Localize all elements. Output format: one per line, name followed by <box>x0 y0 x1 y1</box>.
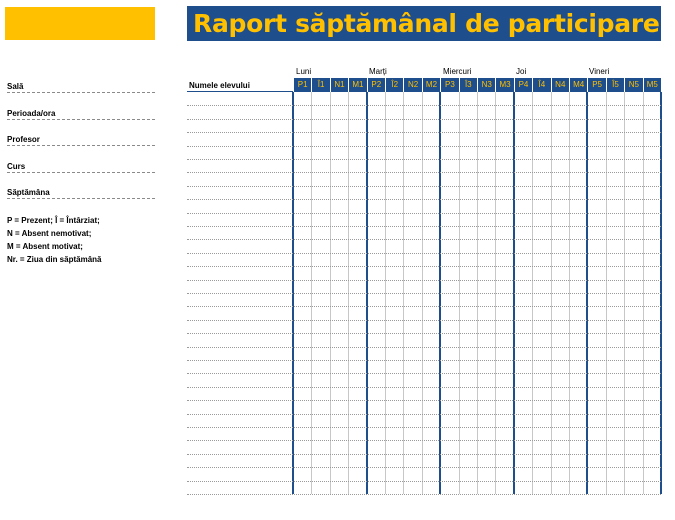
table-row[interactable] <box>187 387 661 388</box>
day-label-vineri: Vineri <box>589 67 610 76</box>
code-header-cell: N3 <box>477 78 495 92</box>
table-row[interactable] <box>187 253 661 254</box>
table-row[interactable] <box>187 105 661 106</box>
code-header-cell: N2 <box>403 78 421 92</box>
title-bar <box>187 6 661 41</box>
legend-line: M = Absent motivat; <box>7 242 83 251</box>
code-header-cell: Î4 <box>532 78 550 92</box>
table-row[interactable] <box>187 320 661 321</box>
student-name-header: Numele elevului <box>189 81 250 90</box>
table-row[interactable] <box>187 481 661 482</box>
code-header-cell: P2 <box>367 78 385 92</box>
legend <box>7 214 101 266</box>
code-header-cell: M2 <box>422 78 440 92</box>
table-row[interactable] <box>187 132 661 133</box>
field-perioada[interactable]: Perioada/ora <box>7 109 155 120</box>
code-header-cell: Î2 <box>385 78 403 92</box>
code-header-cell: P4 <box>514 78 532 92</box>
code-header-cell: M5 <box>643 78 661 92</box>
table-row[interactable] <box>187 266 661 267</box>
table-row[interactable] <box>187 467 661 468</box>
table-row[interactable] <box>187 226 661 227</box>
code-header-cell: Î3 <box>459 78 477 92</box>
code-header-cell: Î5 <box>606 78 624 92</box>
day-label-joi: Joi <box>516 67 527 76</box>
day-label-marti: Marți <box>369 67 387 76</box>
field-curs[interactable]: Curs <box>7 162 155 173</box>
code-header-cell: N1 <box>330 78 348 92</box>
table-row[interactable] <box>187 454 661 455</box>
table-row[interactable] <box>187 347 661 348</box>
table-row[interactable] <box>187 400 661 401</box>
code-header-cell: P3 <box>440 78 458 92</box>
table-row[interactable] <box>187 172 661 173</box>
table-row[interactable] <box>187 427 661 428</box>
table-row[interactable] <box>187 119 661 120</box>
code-header-cell: P1 <box>293 78 311 92</box>
legend-line: P = Prezent; Î = Întârziat; <box>7 216 100 225</box>
table-row[interactable] <box>187 333 661 334</box>
table-row[interactable] <box>187 199 661 200</box>
table-row[interactable] <box>187 440 661 441</box>
table-row[interactable] <box>187 213 661 214</box>
legend-line: Nr. = Ziua din săptămână <box>7 255 102 264</box>
field-sala[interactable]: Sală <box>7 82 155 93</box>
table-row[interactable] <box>187 494 661 495</box>
legend-line: N = Absent nemotivat; <box>7 229 92 238</box>
code-header-cell: Î1 <box>311 78 329 92</box>
table-row[interactable] <box>187 159 661 160</box>
table-row[interactable] <box>187 360 661 361</box>
table-row[interactable] <box>187 373 661 374</box>
day-label-luni: Luni <box>296 67 312 76</box>
day-label-miercuri: Miercuri <box>443 67 472 76</box>
code-header-cell: M4 <box>569 78 587 92</box>
code-header-cell: M3 <box>495 78 513 92</box>
page-title: Raport săptămânal de participare <box>193 9 660 38</box>
code-header-cell: N5 <box>624 78 642 92</box>
name-header-underline <box>187 91 293 92</box>
table-row[interactable] <box>187 146 661 147</box>
field-profesor[interactable]: Profesor <box>7 135 155 146</box>
code-header-cell: M1 <box>348 78 366 92</box>
code-header-cell: N4 <box>551 78 569 92</box>
table-row[interactable] <box>187 414 661 415</box>
code-header-cell: P5 <box>587 78 605 92</box>
table-row[interactable] <box>187 186 661 187</box>
table-row[interactable] <box>187 306 661 307</box>
table-row[interactable] <box>187 239 661 240</box>
table-row[interactable] <box>187 280 661 281</box>
field-saptamana[interactable]: Săptămâna <box>7 188 155 199</box>
table-row[interactable] <box>187 293 661 294</box>
header-accent-block <box>5 7 155 40</box>
